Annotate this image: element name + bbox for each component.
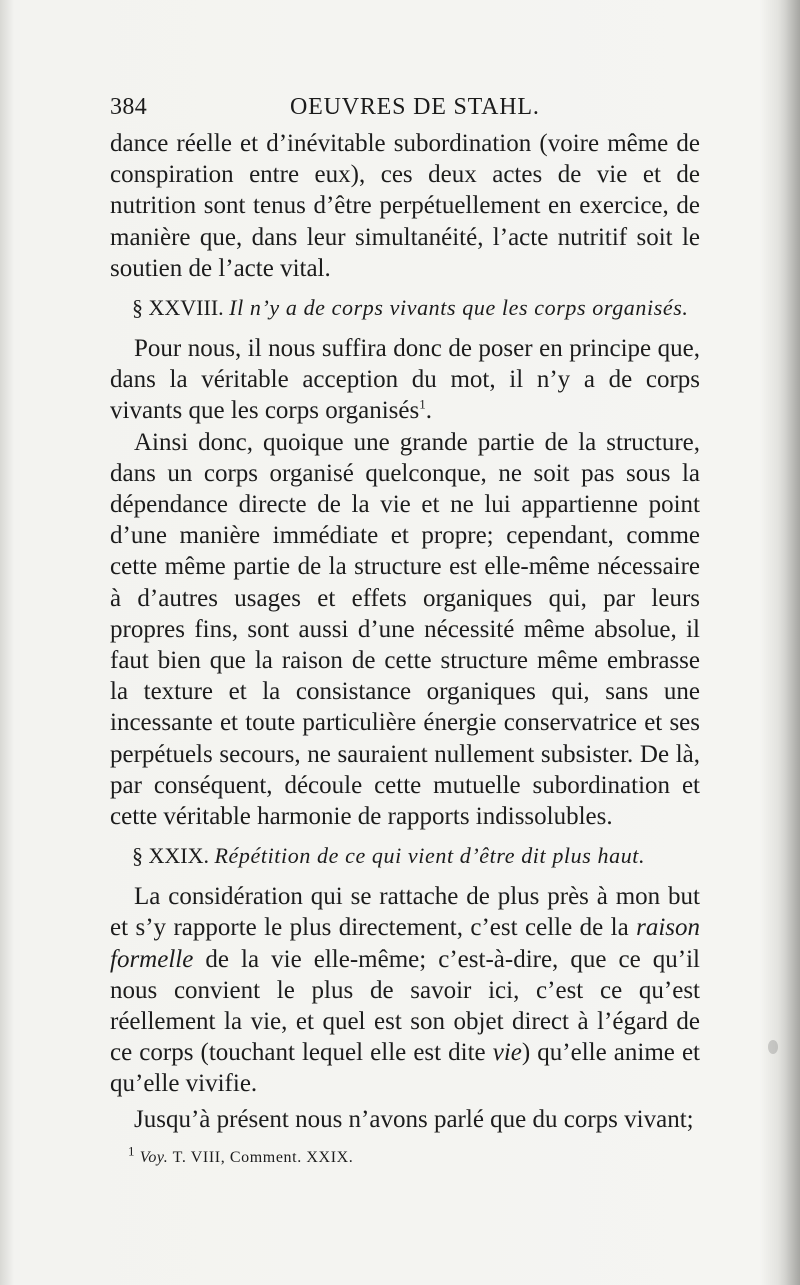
- paragraph: [110, 333, 700, 427]
- footnote-mark: 1: [128, 1143, 136, 1159]
- section-heading-28: [110, 293, 700, 323]
- footnote: [110, 1143, 700, 1169]
- emphasis-text: raison formelle: [110, 914, 700, 973]
- paragraph: Jusqu’à présent nous n’avons parlé que du corps vivant;: [134, 1105, 694, 1133]
- section-title: Il n’y a de corps vivants que les corps organisés.: [229, 295, 689, 321]
- paragraph-text: La considération qui se rattache de plus près à mon but et s’y rapporte le plus directement, c’est celle de la: [110, 883, 700, 942]
- paragraph-text: Pour nous, il nous suffira donc de poser en principe que, dans la véritable acception du mot, il n’y a de corps vivants que les corps organisés: [110, 335, 700, 425]
- emphasis-text: vie: [492, 1039, 522, 1067]
- paragraph-continued: dance réelle et d’inévitable subordination (voire même de conspiration entre eux), ces deux actes de vie et de nutrition sont tenus d’être perpétuellement en exercice, de manière que, dans leur simultanéité, l’acte nutritif soit le soutien de l’acte vital.: [110, 130, 700, 282]
- paragraph: [110, 881, 700, 1099]
- paragraph-end: .: [425, 397, 432, 425]
- footnote-reference: 1: [419, 397, 426, 413]
- section-title: Répétition de ce qui vient d’être dit plus haut.: [214, 843, 646, 869]
- footnote-label: Voy.: [139, 1148, 169, 1166]
- section-number: § XXIX.: [132, 843, 209, 869]
- running-title: OEUVRES DE STAHL.: [290, 94, 540, 120]
- ink-smudge: [768, 1040, 778, 1054]
- section-number: § XXVIII.: [132, 295, 224, 321]
- page-edge-shadow: [778, 0, 800, 1285]
- paragraph-text: ) qu’elle anime et qu’elle vivifie.: [110, 1039, 700, 1098]
- page-text: [110, 92, 700, 1169]
- page-header: [110, 92, 700, 128]
- footnote-reference-text: T. VIII, Comment. XXIX.: [172, 1148, 354, 1166]
- paragraph: Ainsi donc, quoique une grande partie de la structure, dans un corps organisé quelconque, ne soit pas sous la dépendance directe de la vie et ne lui appartienne point d’une manière immédiate et propre; cependant, comme cette même partie de la structure est elle-même nécessaire à d’autres usages et effets organiques qui, par leurs propres fins, sont aussi d’une nécessité même absolue, il faut bien que la raison de cette structure même embrasse la texture et la consistance organiques qui, sans une incessante et toute particulière énergie conservatrice et ses perpétuels secours, ne sauraient nullement subsister. De là, par conséquent, découle cette mutuelle subordination et cette véritable harmonie de rapports indissolubles.: [110, 428, 700, 831]
- paragraph-text: de la vie elle-même; c’est-à-dire, que ce qu’il nous convient le plus de savoir ici, c’est ce qu’est réellement la vie, et quel est son objet direct à l’égard de ce corps (touchant lequel elle est dite: [110, 945, 700, 1067]
- page-number: 384: [110, 94, 148, 120]
- section-heading-29: [110, 841, 700, 871]
